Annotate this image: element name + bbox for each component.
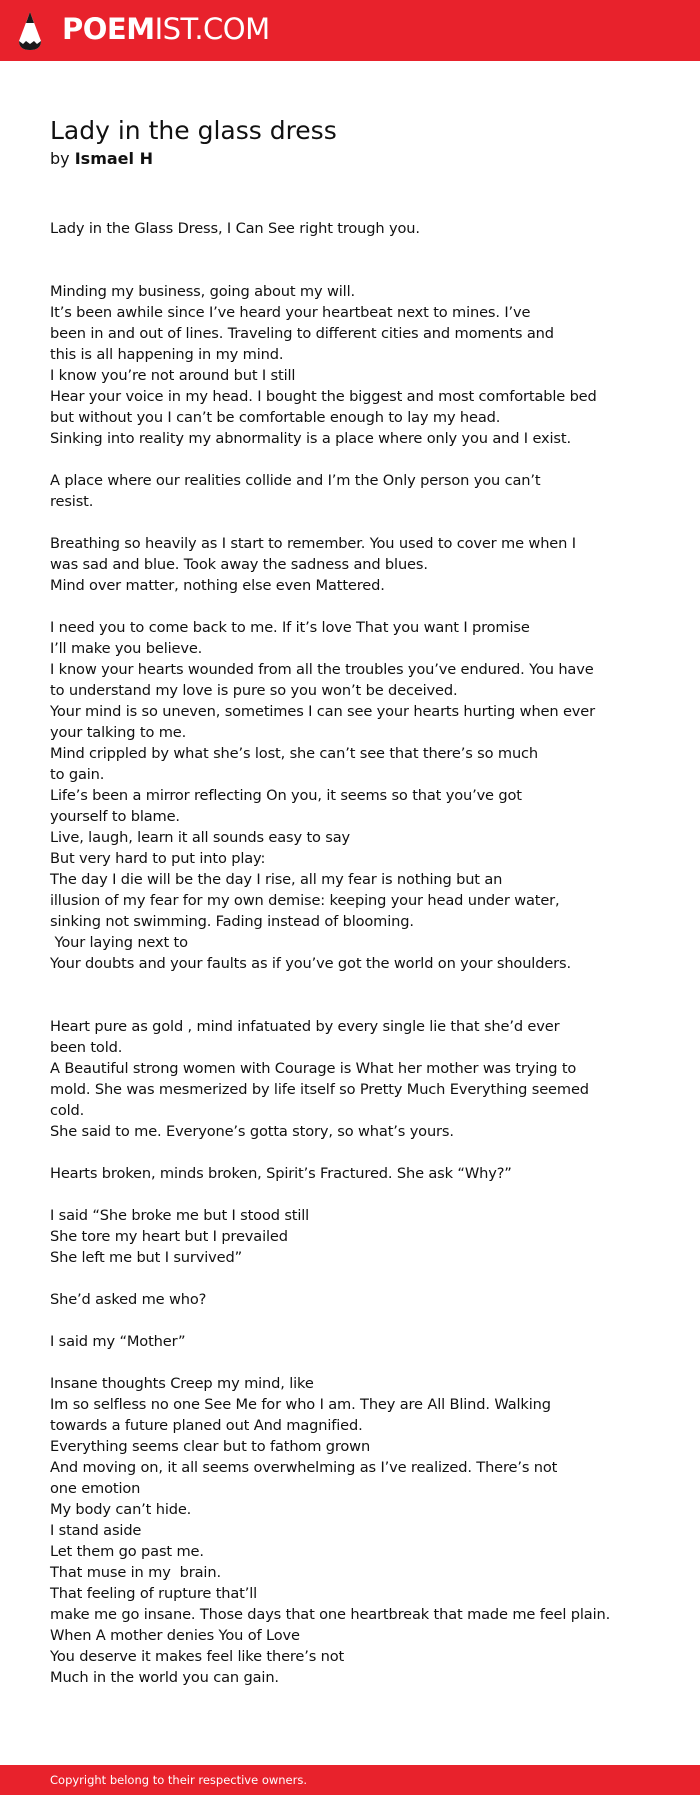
poem-line: been told. [50,1039,123,1056]
site-footer [0,1765,700,1795]
poem-line: Minding my business, going about my will. [50,283,355,300]
poem-line: And moving on, it all seems overwhelming as I’ve realized. There’s not [50,1459,558,1476]
poem-line: illusion of my fear for my own demise: keeping your head under water, [50,892,560,909]
poem-line: Life’s been a mirror reflecting On you, it seems so that you’ve got [50,787,522,804]
poem-line: I stand aside [50,1522,142,1539]
poem-line: Hear your voice in my head. I bought the biggest and most comfortable bed [50,388,597,405]
poem-line: sinking not swimming. Fading instead of blooming. [50,913,414,930]
author-name: Ismael H [74,149,153,168]
poem-line: Im so selfless no one See Me for who I am. They are All Blind. Walking [50,1396,551,1413]
poem-line: to understand my love is pure so you won’t be deceived. [50,682,458,699]
stanza-break [50,1352,670,1373]
poem-line: Lady in the Glass Dress, I Can See right trough you. [50,220,420,237]
poem-line: Breathing so heavily as I start to remember. You used to cover me when I [50,535,576,552]
site-header [0,0,700,61]
poem-line: was sad and blue. Took away the sadness and blues. [50,556,428,573]
poem-line: That feeling of rupture that’ll [50,1585,258,1602]
poem-line: My body can’t hide. [50,1501,192,1518]
poem-line: Heart pure as gold , mind infatuated by every single lie that she’d ever [50,1018,560,1035]
poem-line: cold. [50,1102,85,1119]
poem-line: Mind crippled by what she’s lost, she can’t see that there’s so much [50,745,539,762]
poem-line: but without you I can’t be comfortable enough to lay my head. [50,409,501,426]
poem-line: But very hard to put into play: [50,850,266,867]
poem-line: Mind over matter, nothing else even Mattered. [50,577,385,594]
pencil-tip-icon[interactable] [17,11,43,51]
poem-line: You deserve it makes feel like there’s not [50,1648,345,1665]
stanza-break [50,995,670,1016]
poem-line: yourself to blame. [50,808,180,825]
poem-line: one emotion [50,1480,141,1497]
stanza-break [50,512,670,533]
poem-title: Lady in the glass dress [50,116,337,145]
poem-line: Let them go past me. [50,1543,204,1560]
poem-line: I said my “Mother” [50,1333,186,1350]
poem-line: I need you to come back to me. If it’s love That you want I promise [50,619,530,636]
poem-line: Hearts broken, minds broken, Spirit’s Fractured. She ask “Why?” [50,1165,512,1182]
poem-line: She left me but I survived” [50,1249,242,1266]
poem-line: Everything seems clear but to fathom grown [50,1438,371,1455]
poem-line: It’s been awhile since I’ve heard your heartbeat next to mines. I’ve [50,304,531,321]
site-logo[interactable] [62,11,270,47]
poem-line: Your laying next to [50,934,188,951]
poem-line: A place where our realities collide and I’m the Only person you can’t [50,472,541,489]
poem-line: been in and out of lines. Traveling to different cities and moments and [50,325,554,342]
poem-line: mold. She was mesmerized by life itself so Pretty Much Everything seemed [50,1081,589,1098]
poem-line: I know your hearts wounded from all the troubles you’ve endured. You have [50,661,594,678]
poem-line: I know you’re not around but I still [50,367,296,384]
logo-bold-text: POEM [62,12,155,46]
poem-body [50,218,670,1688]
poem-line: Live, laugh, learn it all sounds easy to say [50,829,351,846]
poem-line: That muse in my brain. [50,1564,221,1581]
poem-line: A Beautiful strong women with Courage is What her mother was trying to [50,1060,577,1077]
by-label: by [50,149,70,168]
poem-line: towards a future planed out And magnified. [50,1417,363,1434]
poem-line: make me go insane. Those days that one heartbreak that made me feel plain. [50,1606,611,1623]
poem-line: I said “She broke me but I stood still [50,1207,310,1224]
byline [50,148,153,170]
copyright-text: Copyright belong to their respective owners. [50,1773,308,1787]
stanza-break [50,239,670,260]
stanza-break [50,1268,670,1289]
poem-line: She’d asked me who? [50,1291,207,1308]
poem-line: this is all happening in my mind. [50,346,284,363]
stanza-break [50,260,670,281]
poem-line: Your mind is so uneven, sometimes I can see your hearts hurting when ever [50,703,595,720]
poem-line: Insane thoughts Creep my mind, like [50,1375,314,1392]
stanza-break [50,1142,670,1163]
stanza-break [50,1184,670,1205]
poem-line: The day I die will be the day I rise, all my fear is nothing but an [50,871,503,888]
poem-line: Much in the world you can gain. [50,1669,279,1686]
poem-line: Sinking into reality my abnormality is a place where only you and I exist. [50,430,571,447]
stanza-break [50,974,670,995]
poem-line: your talking to me. [50,724,187,741]
stanza-break [50,449,670,470]
poem-line: resist. [50,493,94,510]
poem-line: She said to me. Everyone’s gotta story, so what’s yours. [50,1123,454,1140]
poem-line: I’ll make you believe. [50,640,203,657]
poem-line: Your doubts and your faults as if you’ve got the world on your shoulders. [50,955,571,972]
poem-line: She tore my heart but I prevailed [50,1228,288,1245]
stanza-break [50,596,670,617]
poem-line: to gain. [50,766,105,783]
poem-line: When A mother denies You of Love [50,1627,300,1644]
logo-light-text: IST.COM [154,12,270,46]
stanza-break [50,1310,670,1331]
